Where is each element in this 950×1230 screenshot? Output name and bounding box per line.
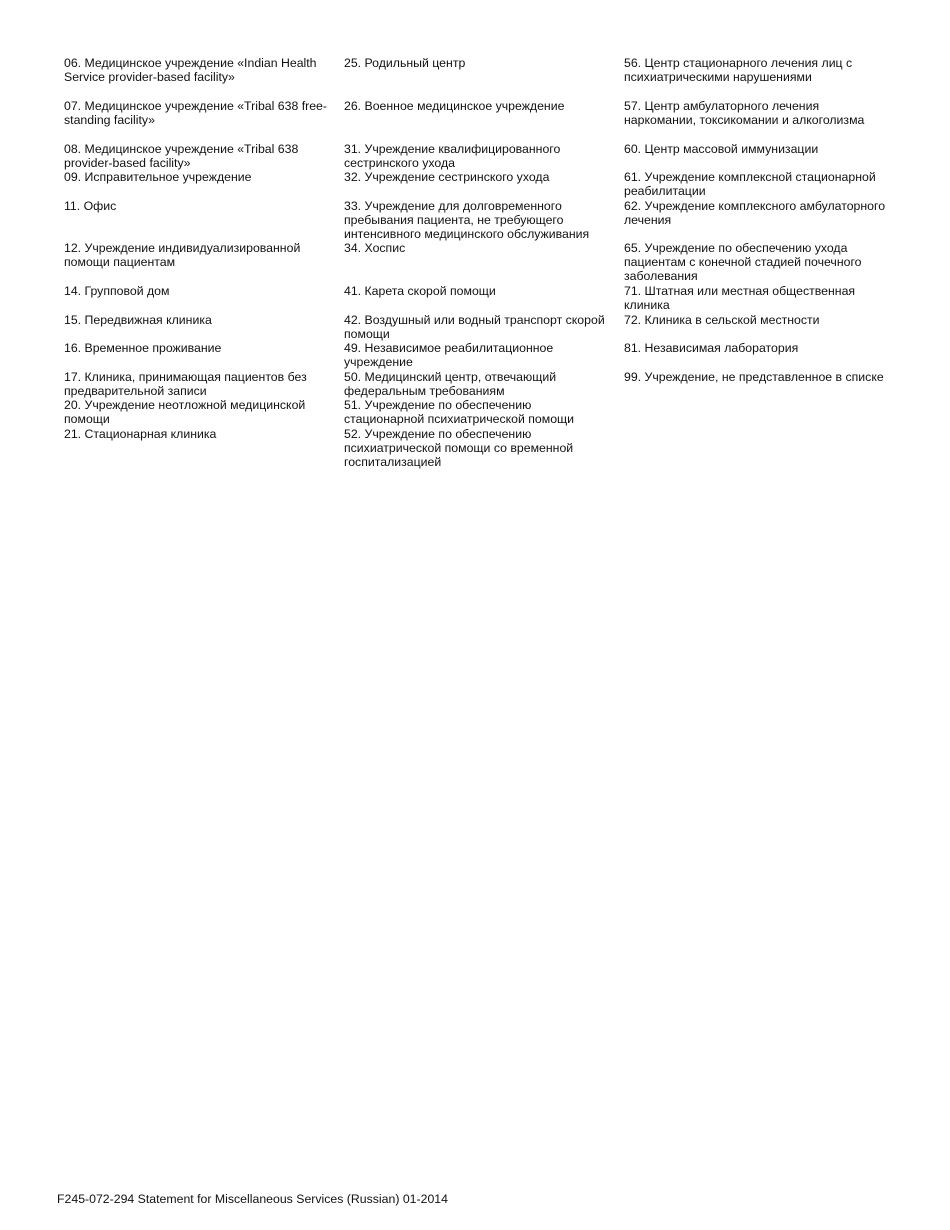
list-item: 15. Передвижная клиника (64, 313, 212, 327)
list-item: 57. Центр амбулаторного лечения наркомании, токсикомании и алкоголизма (624, 99, 865, 128)
list-item: 72. Клиника в сельской местности (624, 313, 820, 327)
list-item: 51. Учреждение по обеспечению стационарной психиатрической помощи (344, 398, 575, 427)
list-item: 52. Учреждение по обеспечению психиатрической помощи со временной госпитализацией (344, 427, 574, 470)
list-item: 32. Учреждение сестринского ухода (344, 170, 550, 184)
list-item: 71. Штатная или местная общественная клиника (624, 284, 856, 313)
list-item: 31. Учреждение квалифицированного сестринского ухода (344, 142, 561, 171)
list-item: 61. Учреждение комплексной стационарной реабилитации (624, 170, 876, 199)
list-item: 65. Учреждение по обеспечению ухода пациентам с конечной стадией почечного заболевания (624, 241, 862, 284)
list-item: 60. Центр массовой иммунизации (624, 142, 819, 156)
list-item: 62. Учреждение комплексного амбулаторного лечения (624, 199, 886, 228)
list-item: 21. Стационарная клиника (64, 427, 217, 441)
list-item: 12. Учреждение индивидуализированной помощи пациентам (64, 241, 301, 270)
list-item: 20. Учреждение неотложной медицинской помощи (64, 398, 306, 427)
list-item: 06. Медицинское учреждение «Indian Health Service provider-based facility» (64, 56, 317, 85)
list-item: 08. Медицинское учреждение «Tribal 638 provider-based facility» (64, 142, 299, 171)
list-item: 81. Независимая лаборатория (624, 341, 799, 355)
list-item: 09. Исправительное учреждение (64, 170, 252, 184)
list-item: 99. Учреждение, не представленное в списке (624, 370, 884, 384)
list-item: 25. Родильный центр (344, 56, 466, 70)
list-item: 56. Центр стационарного лечения лиц с психиатрическими нарушениями (624, 56, 853, 85)
list-item: 33. Учреждение для долговременного пребывания пациента, не требующего интенсивного медицинского обслуживания (344, 199, 590, 242)
list-item: 49. Независимое реабилитационное учреждение (344, 341, 554, 370)
list-item: 14. Групповой дом (64, 284, 170, 298)
list-item: 42. Воздушный или водный транспорт скорой помощи (344, 313, 605, 342)
form-footer: F245-072-294 Statement for Miscellaneous Services (Russian) 01-2014 (57, 1192, 448, 1206)
list-item: 50. Медицинский центр, отвечающий федеральным требованиям (344, 370, 557, 399)
list-item: 41. Карета скорой помощи (344, 284, 496, 298)
list-item: 07. Медицинское учреждение «Tribal 638 free-standing facility» (64, 99, 327, 128)
list-item: 34. Хоспис (344, 241, 406, 255)
list-item: 11. Офис (64, 199, 117, 213)
list-item: 17. Клиника, принимающая пациентов без предварительной записи (64, 370, 307, 399)
list-item: 26. Военное медицинское учреждение (344, 99, 565, 113)
list-item: 16. Временное проживание (64, 341, 222, 355)
